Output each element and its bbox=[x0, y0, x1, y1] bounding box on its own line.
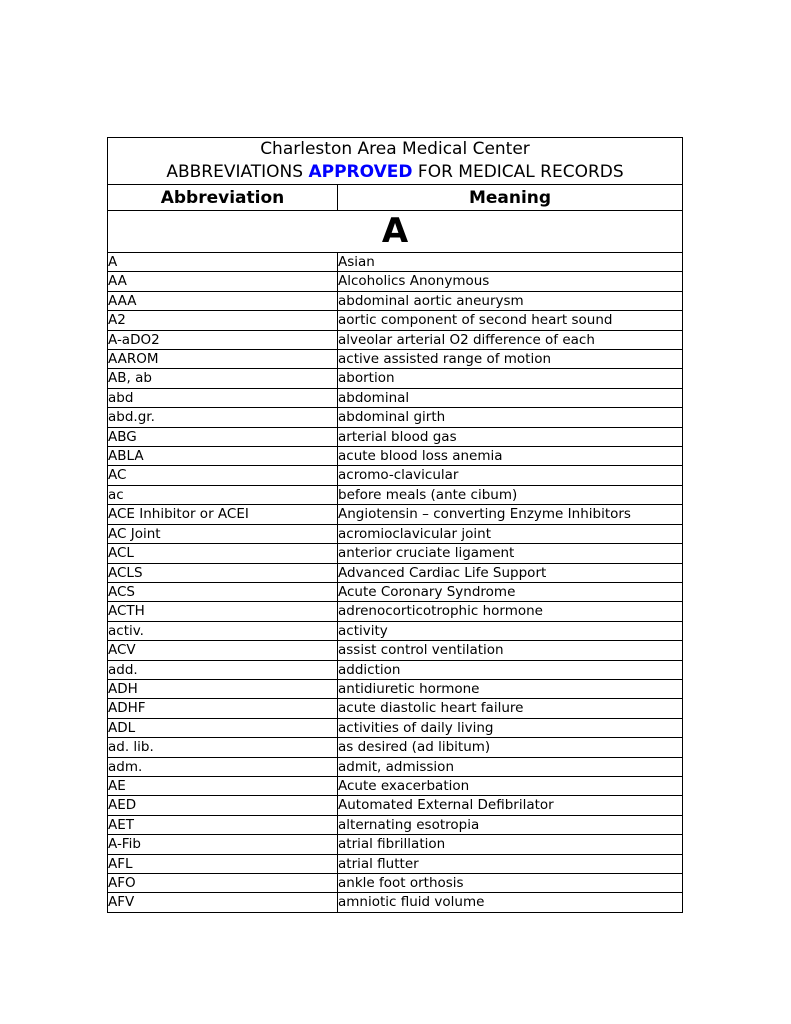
meaning-cell: acromo-clavicular bbox=[338, 466, 683, 485]
meaning-cell: before meals (ante cibum) bbox=[338, 485, 683, 504]
abbreviation-cell: ACS bbox=[108, 582, 338, 601]
table-row bbox=[108, 796, 683, 815]
abbreviation-cell: A-aDO2 bbox=[108, 330, 338, 349]
meaning-cell: alveolar arterial O2 difference of each bbox=[338, 330, 683, 349]
meaning-cell: abdominal girth bbox=[338, 408, 683, 427]
meaning-cell: acute diastolic heart failure bbox=[338, 699, 683, 718]
section-letter: A bbox=[108, 211, 683, 253]
meaning-cell: adrenocorticotrophic hormone bbox=[338, 602, 683, 621]
table-row bbox=[108, 660, 683, 679]
table-row bbox=[108, 544, 683, 563]
meaning-cell: ankle foot orthosis bbox=[338, 874, 683, 893]
table-row bbox=[108, 757, 683, 776]
meaning-cell: anterior cruciate ligament bbox=[338, 544, 683, 563]
abbreviation-cell: AAA bbox=[108, 291, 338, 310]
meaning-cell: amniotic fluid volume bbox=[338, 893, 683, 912]
abbreviation-cell: abd bbox=[108, 388, 338, 407]
title-line-2 bbox=[108, 161, 682, 184]
meaning-cell: alternating esotropia bbox=[338, 815, 683, 834]
table-row bbox=[108, 874, 683, 893]
title-line-2-suffix: FOR MEDICAL RECORDS bbox=[412, 162, 624, 182]
meaning-cell: Asian bbox=[338, 253, 683, 272]
meaning-cell: abdominal bbox=[338, 388, 683, 407]
table-row bbox=[108, 641, 683, 660]
abbreviation-cell: AET bbox=[108, 815, 338, 834]
abbreviation-cell: AC bbox=[108, 466, 338, 485]
abbreviation-cell: ACE Inhibitor or ACEI bbox=[108, 505, 338, 524]
table-row bbox=[108, 738, 683, 757]
abbreviation-cell: ADL bbox=[108, 718, 338, 737]
abbreviation-cell: abd.gr. bbox=[108, 408, 338, 427]
meaning-cell: assist control ventilation bbox=[338, 641, 683, 660]
abbreviation-cell: AB, ab bbox=[108, 369, 338, 388]
abbreviations-table bbox=[107, 137, 683, 913]
table-row bbox=[108, 893, 683, 912]
table-row bbox=[108, 408, 683, 427]
title-row bbox=[108, 138, 683, 185]
column-header-meaning: Meaning bbox=[338, 185, 683, 211]
meaning-cell: as desired (ad libitum) bbox=[338, 738, 683, 757]
abbr-table-body bbox=[108, 253, 683, 913]
abbreviation-cell: AC Joint bbox=[108, 524, 338, 543]
table-row bbox=[108, 350, 683, 369]
table-row bbox=[108, 253, 683, 272]
table-row bbox=[108, 679, 683, 698]
section-letter-row bbox=[108, 211, 683, 253]
table-row bbox=[108, 272, 683, 291]
table-row bbox=[108, 563, 683, 582]
table-row bbox=[108, 369, 683, 388]
meaning-cell: aortic component of second heart sound bbox=[338, 311, 683, 330]
table-row bbox=[108, 505, 683, 524]
table-row bbox=[108, 388, 683, 407]
abbreviations-table-wrapper bbox=[107, 137, 683, 913]
table-row bbox=[108, 291, 683, 310]
abbreviation-cell: activ. bbox=[108, 621, 338, 640]
abbreviation-cell: A-Fib bbox=[108, 835, 338, 854]
table-row bbox=[108, 311, 683, 330]
meaning-cell: Alcoholics Anonymous bbox=[338, 272, 683, 291]
table-row bbox=[108, 854, 683, 873]
abbreviation-cell: ACLS bbox=[108, 563, 338, 582]
meaning-cell: acromioclavicular joint bbox=[338, 524, 683, 543]
meaning-cell: arterial blood gas bbox=[338, 427, 683, 446]
meaning-cell: Automated External Defibrilator bbox=[338, 796, 683, 815]
meaning-cell: active assisted range of motion bbox=[338, 350, 683, 369]
abbreviation-cell: AFO bbox=[108, 874, 338, 893]
table-row bbox=[108, 330, 683, 349]
column-header-abbreviation: Abbreviation bbox=[108, 185, 338, 211]
abbreviation-cell: AE bbox=[108, 776, 338, 795]
approved-highlight-text: APPROVED bbox=[308, 162, 413, 182]
table-row bbox=[108, 582, 683, 601]
table-row bbox=[108, 815, 683, 834]
title-line-2-prefix: ABBREVIATIONS bbox=[166, 162, 309, 182]
abbreviation-cell: A bbox=[108, 253, 338, 272]
meaning-cell: abortion bbox=[338, 369, 683, 388]
abbreviation-cell: ac bbox=[108, 485, 338, 504]
abbreviation-cell: ACL bbox=[108, 544, 338, 563]
meaning-cell: Acute Coronary Syndrome bbox=[338, 582, 683, 601]
table-row bbox=[108, 718, 683, 737]
meaning-cell: activity bbox=[338, 621, 683, 640]
table-row bbox=[108, 776, 683, 795]
abbreviation-cell: AA bbox=[108, 272, 338, 291]
abbreviation-cell: ad. lib. bbox=[108, 738, 338, 757]
document-title bbox=[108, 138, 683, 185]
table-row bbox=[108, 427, 683, 446]
meaning-cell: Angiotensin – converting Enzyme Inhibitors bbox=[338, 505, 683, 524]
table-row bbox=[108, 621, 683, 640]
abbreviation-cell: ABLA bbox=[108, 447, 338, 466]
meaning-cell: Acute exacerbation bbox=[338, 776, 683, 795]
meaning-cell: activities of daily living bbox=[338, 718, 683, 737]
abbreviation-cell: adm. bbox=[108, 757, 338, 776]
table-row bbox=[108, 524, 683, 543]
abbreviation-cell: AED bbox=[108, 796, 338, 815]
abbreviation-cell: ACTH bbox=[108, 602, 338, 621]
abbreviation-cell: ADHF bbox=[108, 699, 338, 718]
table-row bbox=[108, 447, 683, 466]
title-line-1: Charleston Area Medical Center bbox=[260, 139, 530, 159]
meaning-cell: atrial fibrillation bbox=[338, 835, 683, 854]
table-row bbox=[108, 835, 683, 854]
abbreviation-cell: AFL bbox=[108, 854, 338, 873]
abbreviation-cell: AAROM bbox=[108, 350, 338, 369]
abbreviation-cell: ACV bbox=[108, 641, 338, 660]
meaning-cell: antidiuretic hormone bbox=[338, 679, 683, 698]
meaning-cell: addiction bbox=[338, 660, 683, 679]
abbreviation-cell: add. bbox=[108, 660, 338, 679]
abbreviation-cell: ADH bbox=[108, 679, 338, 698]
abbreviation-cell: AFV bbox=[108, 893, 338, 912]
table-row bbox=[108, 466, 683, 485]
meaning-cell: atrial flutter bbox=[338, 854, 683, 873]
column-header-row bbox=[108, 185, 683, 211]
abbreviation-cell: ABG bbox=[108, 427, 338, 446]
meaning-cell: admit, admission bbox=[338, 757, 683, 776]
meaning-cell: acute blood loss anemia bbox=[338, 447, 683, 466]
table-row bbox=[108, 602, 683, 621]
meaning-cell: Advanced Cardiac Life Support bbox=[338, 563, 683, 582]
table-row bbox=[108, 699, 683, 718]
abbreviation-cell: A2 bbox=[108, 311, 338, 330]
meaning-cell: abdominal aortic aneurysm bbox=[338, 291, 683, 310]
table-row bbox=[108, 485, 683, 504]
